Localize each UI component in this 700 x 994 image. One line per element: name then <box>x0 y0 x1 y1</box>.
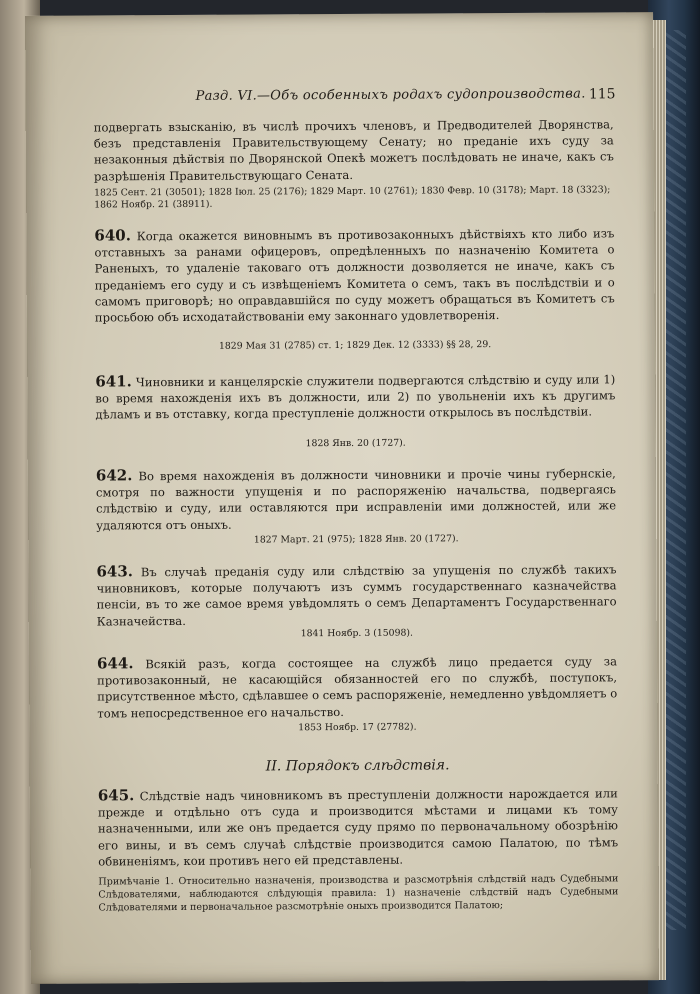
article-text: Когда окажется виновнымъ въ противозаконныхъ дѣйствіяхъ кто либо изъ отставныхъ за ранами офицеровъ, опредѣленныхъ по назначенію Комитета о Раненыхъ, то удаленіе таковаго отъ должности дозволяется не иначе, какъ съ преданіемъ его суду и съ извѣщеніемъ Комитета о семъ, такъ въ послѣдствіи и о самомъ приговорѣ; но оправдавшійся по суду можетъ обращаться въ Комитетъ съ просьбою объ исходатайствованіи ему законнаго удовлетворенія. <box>94 226 615 325</box>
text-block <box>93 12 619 914</box>
citation-reference: 1828 Янв. 20 (1727). <box>305 437 406 450</box>
article-640 <box>94 224 615 325</box>
article-643 <box>96 560 616 629</box>
citation-reference: 1841 Ноябр. 3 (15098). <box>300 627 414 640</box>
article-text: Слѣдствіе надъ чиновникомъ въ преступленіи должности нарождается или прежде и отдѣльно отъ суда и производится мѣстами и лицами къ тому назначенными, или же онъ предается суду прямо по первоначальному обозрѣнію его вины, и въ семъ случаѣ слѣдствіе производится самою Палатою, по тѣмъ обвиненіямъ, кои противъ него ей представлены. <box>97 786 619 869</box>
section-heading: II. Порядокъ слѣдствія. <box>265 757 450 775</box>
article-644 <box>97 652 617 721</box>
article-645 <box>98 784 618 869</box>
citation-reference: 1827 Март. 21 (975); 1828 Янв. 20 (1727). <box>253 533 459 546</box>
article-642 <box>96 464 616 533</box>
continued-paragraph: подвергать взысканію, въ числѣ прочихъ членовъ, и Предводителей Дворянства, безъ представленія Правительствующему Сенату; но преданіе ихъ суду за незаконныя дѣйствія по Дворянской Опекѣ можетъ послѣдовать не иначе, какъ съ разрѣшенія Правительствующаго Сената. <box>93 117 614 184</box>
citation-reference: 1825 Сент. 21 (30501); 1828 Іюл. 25 (2176); 1829 Март. 10 (2761); 1830 Февр. 10 (3178); Март. 18 (3323); 1862 Ноябр. 21 (38911). <box>94 184 611 211</box>
article-number: 641. <box>95 372 132 391</box>
article-text: Во время нахожденія въ должности чиновники и прочіе чины губернскіе, смотря по важности упущенія и по распоряженію начальства, подвергаясь слѣдствію и суду, или оставляются при исправленіи ими должностей, или же удаляются отъ оныхъ. <box>95 466 617 533</box>
article-number: 642. <box>95 466 133 485</box>
article-number: 643. <box>96 562 134 581</box>
running-head-title: Разд. VI.—Объ особенныхъ родахъ судопроизводства. <box>195 86 586 104</box>
running-head <box>94 86 614 109</box>
book-page <box>25 12 659 984</box>
article-text: Всякій разъ, когда состоящее на службѣ лицо предается суду за противозаконный, не касающійся обязанностей его по службѣ, поступокъ, присутственное мѣсто, сдѣлавшее о семъ распоряженіе, немедленно увѣдомляетъ о томъ непосредственное его начальство. <box>97 654 618 721</box>
article-number: 644. <box>96 654 134 673</box>
article-number: 640. <box>94 226 131 245</box>
article-text: Чиновники и канцелярскіе служители подвергаются слѣдствію и суду или 1) во время нахожденія ихъ въ должности, или 2) по увольненіи ихъ къ другимъ дѣламъ и въ отставку, когда преступленіе должности открылось въ послѣдствіи. <box>95 372 616 422</box>
footnote: Примѣчаніе 1. Относительно назначенія, производства и разсмотрѣнія слѣдствій надъ Судебными Слѣдователями, наблюдаются слѣдующія правила: 1) назначеніе слѣдствій надъ Судебными Слѣдователями и первоначальное разсмотрѣніе оныхъ производится Палатою; <box>98 873 619 914</box>
page-number: 115 <box>588 86 616 103</box>
article-number: 645. <box>97 786 135 805</box>
article-641 <box>95 370 615 423</box>
citation-reference: 1853 Ноябр. 17 (27782). <box>298 721 417 734</box>
article-text: Въ случаѣ преданія суду или слѣдствію за упущенія по службѣ такихъ чиновниковъ, которые получаютъ изъ суммъ государственнаго казначейства пенсіи, въ то же самое время увѣдомлять о семъ Департаментъ Государственнаго Казначейства. <box>96 562 617 629</box>
citation-reference: 1829 Мая 31 (2785) ст. 1; 1829 Дек. 12 (3333) §§ 28, 29. <box>218 339 492 352</box>
